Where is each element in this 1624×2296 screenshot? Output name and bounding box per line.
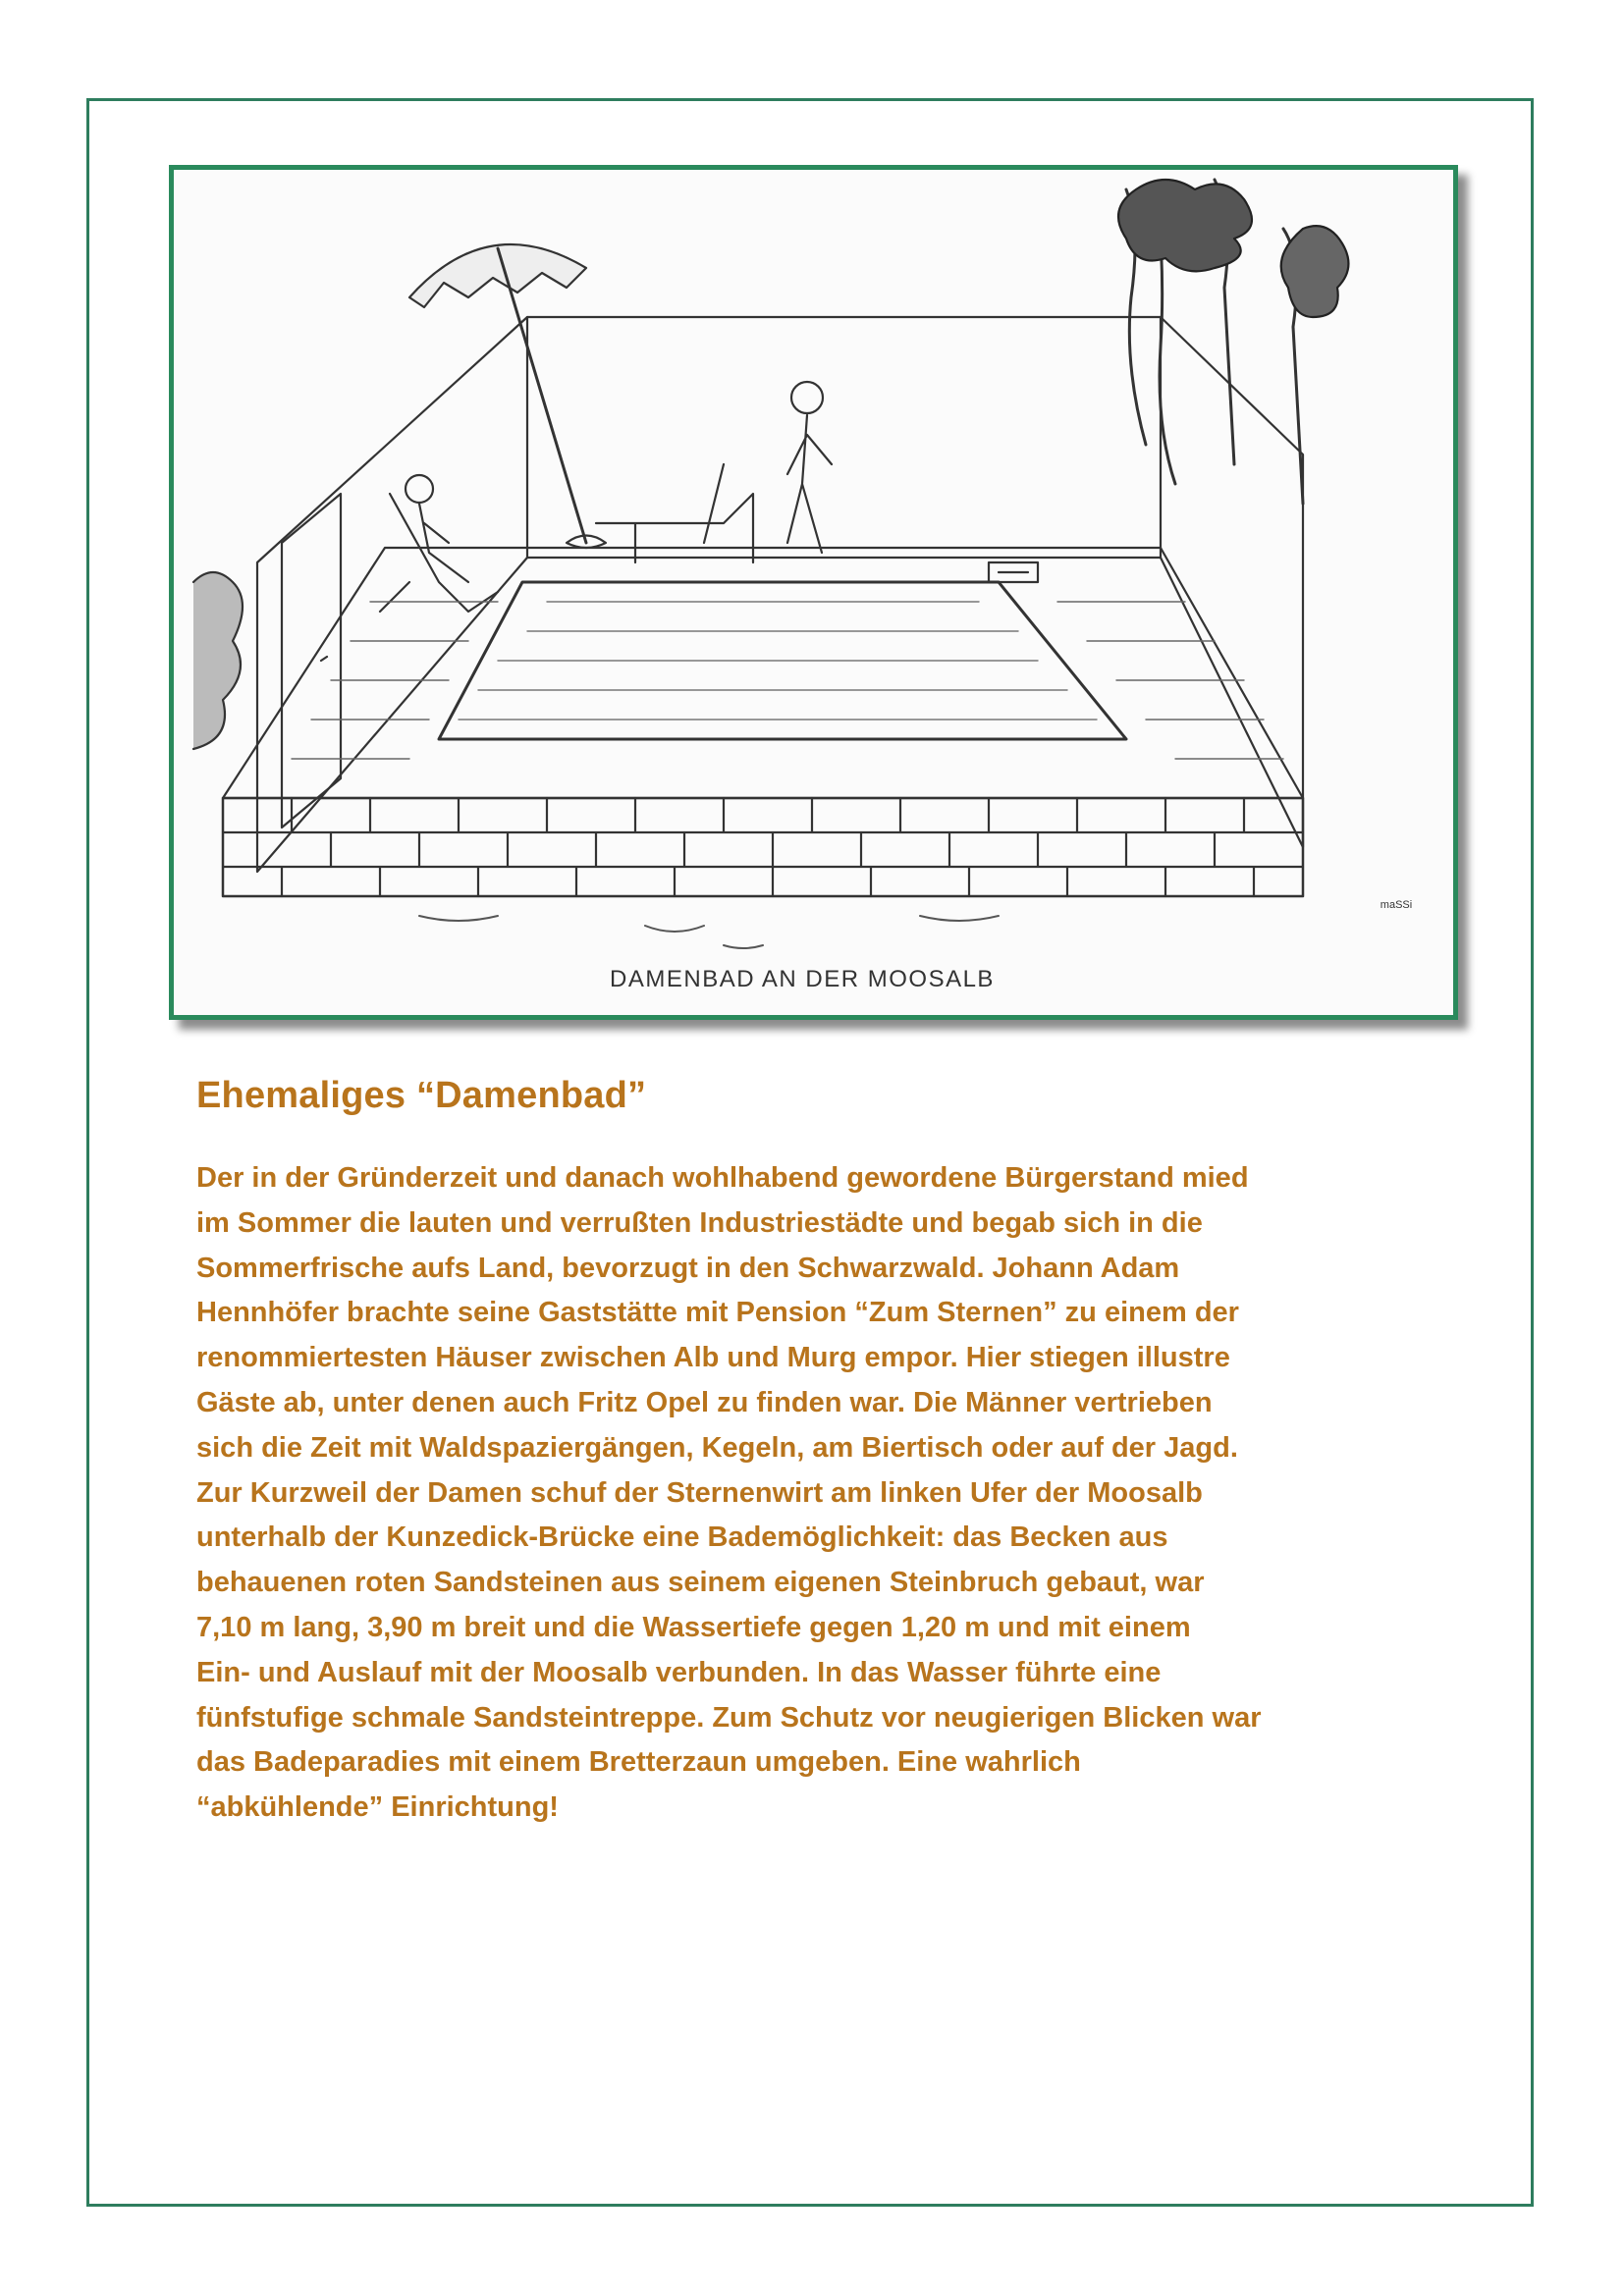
article-body-line: behauenen roten Sandsteinen aus seinem eigenen Steinbruch gebaut, war [196, 1567, 1205, 1599]
artist-signature: maSSi [1380, 899, 1413, 911]
seated-figure-body [419, 504, 468, 582]
article-body-line: im Sommer die lauten und verrußten Industriestädte und begab sich in die [196, 1206, 1203, 1239]
article-body-line: Gäste ab, unter denen auch Fritz Opel zu finden war. Die Männer vertrieben [196, 1386, 1213, 1418]
left-fence [257, 317, 527, 872]
stream-reflections [419, 916, 999, 948]
illustration-caption: DAMENBAD AN DER MOOSALB [610, 966, 995, 992]
walking-figure-body [787, 415, 832, 553]
article-body-line: Zur Kurzweil der Damen schuf der Sternenwirt am linken Ufer der Moosalb [196, 1476, 1203, 1509]
pool-steps [989, 562, 1038, 582]
back-fence [527, 317, 1161, 558]
article-body-line: 7,10 m lang, 3,90 m breit und die Wassertiefe gegen 1,20 m und mit einem [196, 1611, 1191, 1643]
article-body-line: Ein- und Auslauf mit der Moosalb verbunden. In das Wasser führte eine [196, 1656, 1162, 1688]
article-body-line: renommiertesten Häuser zwischen Alb und Murg empor. Hier stiegen illustre [196, 1342, 1230, 1374]
article-body [196, 1156, 1473, 1831]
sketch-svg [174, 170, 1453, 1015]
article-body-line: das Badeparadies mit einem Bretterzaun umgeben. Eine wahrlich [196, 1746, 1081, 1779]
article-body-line: Der in der Gründerzeit und danach wohlhabend gewordene Bürgerstand mied [196, 1162, 1249, 1194]
foliage-drawing [1281, 226, 1349, 317]
umbrella-pole [498, 248, 586, 543]
article-body-line: fünfstufige schmale Sandsteintreppe. Zum Schutz vor neugierigen Blicken war [196, 1701, 1262, 1734]
article-title: Ehemaliges “Damenbad” [196, 1075, 647, 1116]
article-body-line: unterhalb der Kunzedick-Brücke eine Bademöglichkeit: das Becken aus [196, 1522, 1168, 1554]
terrace-outline [223, 548, 1303, 798]
deck-chair-left [380, 494, 498, 612]
umbrella [409, 244, 586, 307]
article-body-line: sich die Zeit mit Waldspaziergängen, Kegeln, am Biertisch oder auf der Jagd. [196, 1431, 1238, 1464]
article-body-line: Sommerfrische aufs Land, bevorzugt in den Schwarzwald. Johann Adam [196, 1252, 1180, 1284]
foliage-drawing [1118, 180, 1252, 271]
walking-figure-head [791, 382, 823, 413]
seated-figure-head [406, 475, 433, 503]
article-body-line: Hennhöfer brachte seine Gaststätte mit Pension “Zum Sternen” zu einem der [196, 1297, 1239, 1329]
bush-drawing [193, 572, 243, 749]
stone-wall [223, 798, 1303, 896]
pool-water-shading [459, 602, 1097, 720]
stone-wall-blocks [223, 798, 1303, 896]
damenbad-sketch-illustration [169, 165, 1458, 1020]
article-body-line: “abkühlende” Einrichtung! [196, 1791, 559, 1824]
